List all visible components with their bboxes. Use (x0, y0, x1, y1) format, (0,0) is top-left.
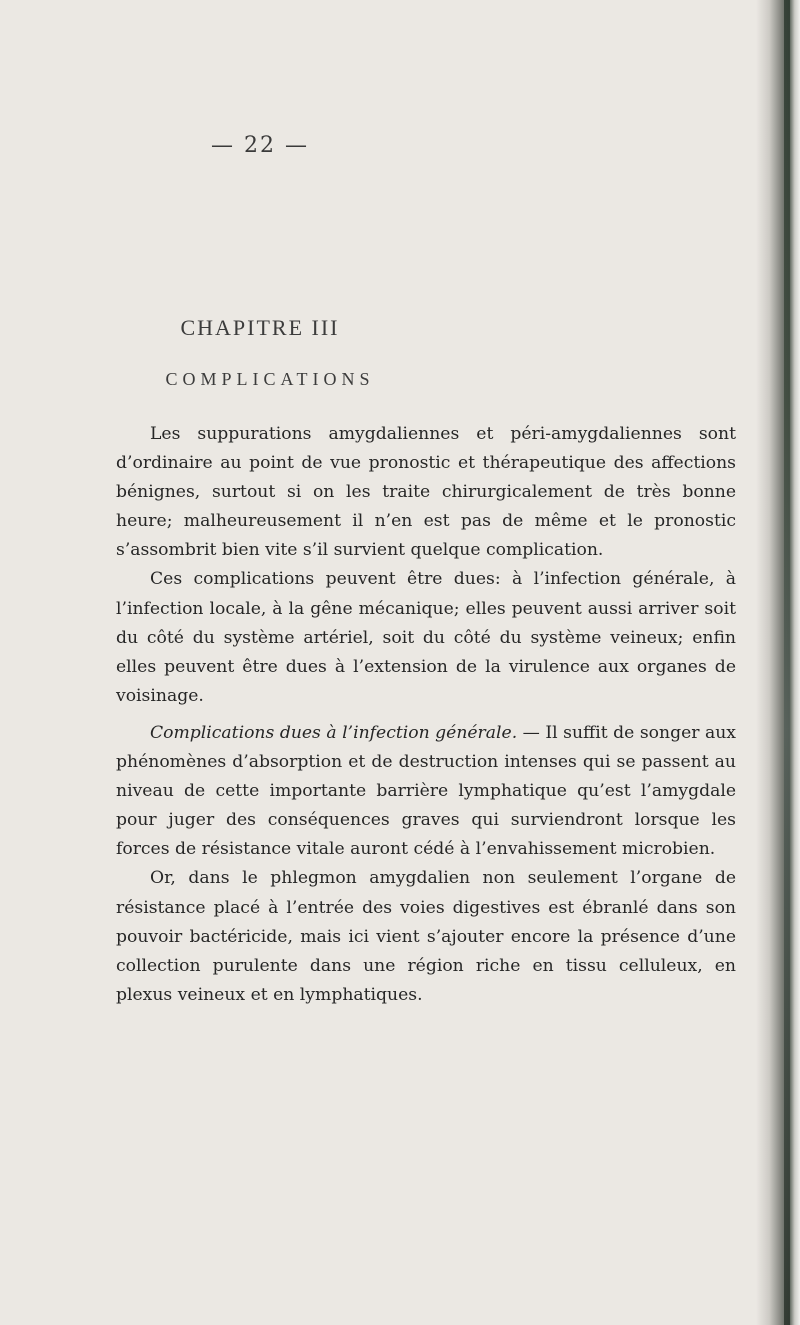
paragraph-4: Or, dans le phlegmon amygdalien non seulement l’organe de résistance placé à l’entrée des voies digestives est ébranlé dans son pouvoir bactéricide, mais ici vient s’ajouter encore la présence d’une collection purulente dans une région riche en tissu celluleux, en plexus veineux et en lymphatiques. (116, 868, 736, 1005)
paragraph-3-text: — Il suffit de songer aux phénomènes d’absorption et de destruction intenses qui se passent au niveau de cette importante barrière lymphatique qu’est l’amygdale pour juger des conséquences graves qui surviendront lorsque les forces de résistance vitale auront cédé à l’envahissement microbien. (116, 722, 736, 860)
paragraph-2: Ces complications peuvent être dues: à l’infection générale, à l’infection locale, à la gêne mécanique; elles peuvent aussi arriver soit du côté du système artériel, soit du côté du système veineux; enfin elles peuvent être dues à l’extension de la virulence aux organes de voisinage. (116, 569, 736, 706)
paragraph-3 (116, 719, 736, 864)
paragraph-1: Les suppurations amygdaliennes et péri-amygdaliennes sont d’ordinaire au point de vue pronostic et thérapeutique des affections bénignes, surtout si on les traite chirurgicalement de très bonne heure; malheureusement il n’en est pas de même et le pronostic s’assombrit bien vite s’il survient quelque complication. (116, 424, 736, 561)
page-binding-edge (756, 0, 800, 1325)
chapter-heading: CHAPITRE III (180, 315, 340, 340)
paragraph-3-title: Complications dues à l’infection générale. (150, 722, 518, 743)
page-number: — 22 — (211, 133, 309, 158)
body-text (116, 420, 736, 1010)
page-binding-line (784, 0, 790, 1325)
section-heading: COMPLICATIONS (165, 369, 375, 389)
